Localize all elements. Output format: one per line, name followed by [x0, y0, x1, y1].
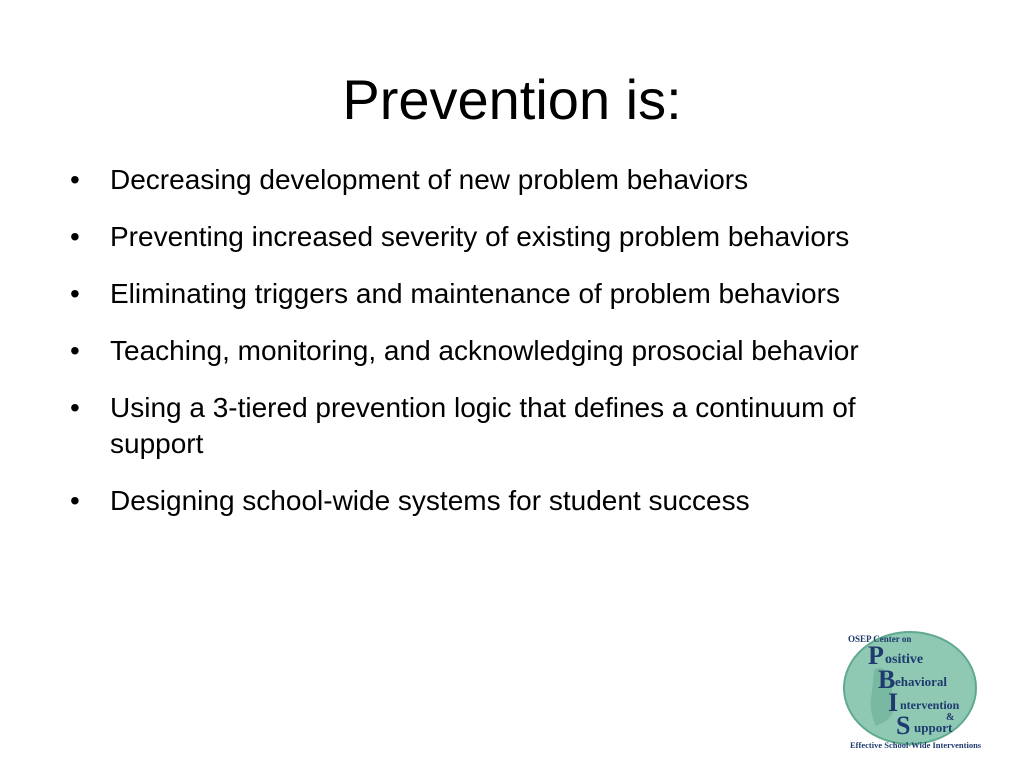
bullet-item [70, 333, 920, 369]
bullet-text: Designing school-wide systems for student success [110, 485, 750, 516]
bullet-marker: • [70, 164, 80, 195]
bullet-marker: • [70, 278, 80, 309]
bullet-item [70, 390, 920, 462]
logo-i-letter: I [888, 688, 899, 717]
bullet-item [70, 276, 920, 312]
logo-bottom-text: Effective School-Wide Interventions [850, 740, 982, 750]
bullet-text: Using a 3-tiered prevention logic that defines a continuum of support [110, 392, 856, 459]
logo-i-word: ntervention [900, 698, 960, 712]
logo-top-text: OSEP Center on [848, 634, 912, 644]
logo-s-letter: S [896, 711, 911, 740]
pbis-logo-graphic [838, 630, 1010, 752]
bullet-marker: • [70, 392, 80, 423]
bullet-text: Decreasing development of new problem behaviors [110, 164, 749, 195]
pbis-logo [838, 630, 1010, 752]
logo-b-letter: B [878, 665, 896, 694]
bullet-list [70, 162, 920, 540]
bullet-marker: • [70, 221, 80, 252]
bullet-text: Teaching, monitoring, and acknowledging prosocial behavior [110, 335, 859, 366]
logo-ampersand: & [946, 712, 955, 723]
logo-p-letter: P [868, 641, 884, 670]
bullet-item [70, 483, 920, 519]
bullet-text: Eliminating triggers and maintenance of problem behaviors [110, 278, 840, 309]
logo-p-word: ositive [885, 652, 924, 667]
logo-b-word: ehavioral [895, 674, 947, 689]
slide-title: Prevention is: [342, 68, 682, 131]
bullet-item [70, 162, 920, 198]
bullet-marker: • [70, 335, 80, 366]
bullet-item [70, 219, 920, 255]
bullet-marker: • [70, 485, 80, 516]
bullet-text: Preventing increased severity of existing problem behaviors [110, 221, 850, 252]
logo-s-word: upport [914, 720, 953, 735]
